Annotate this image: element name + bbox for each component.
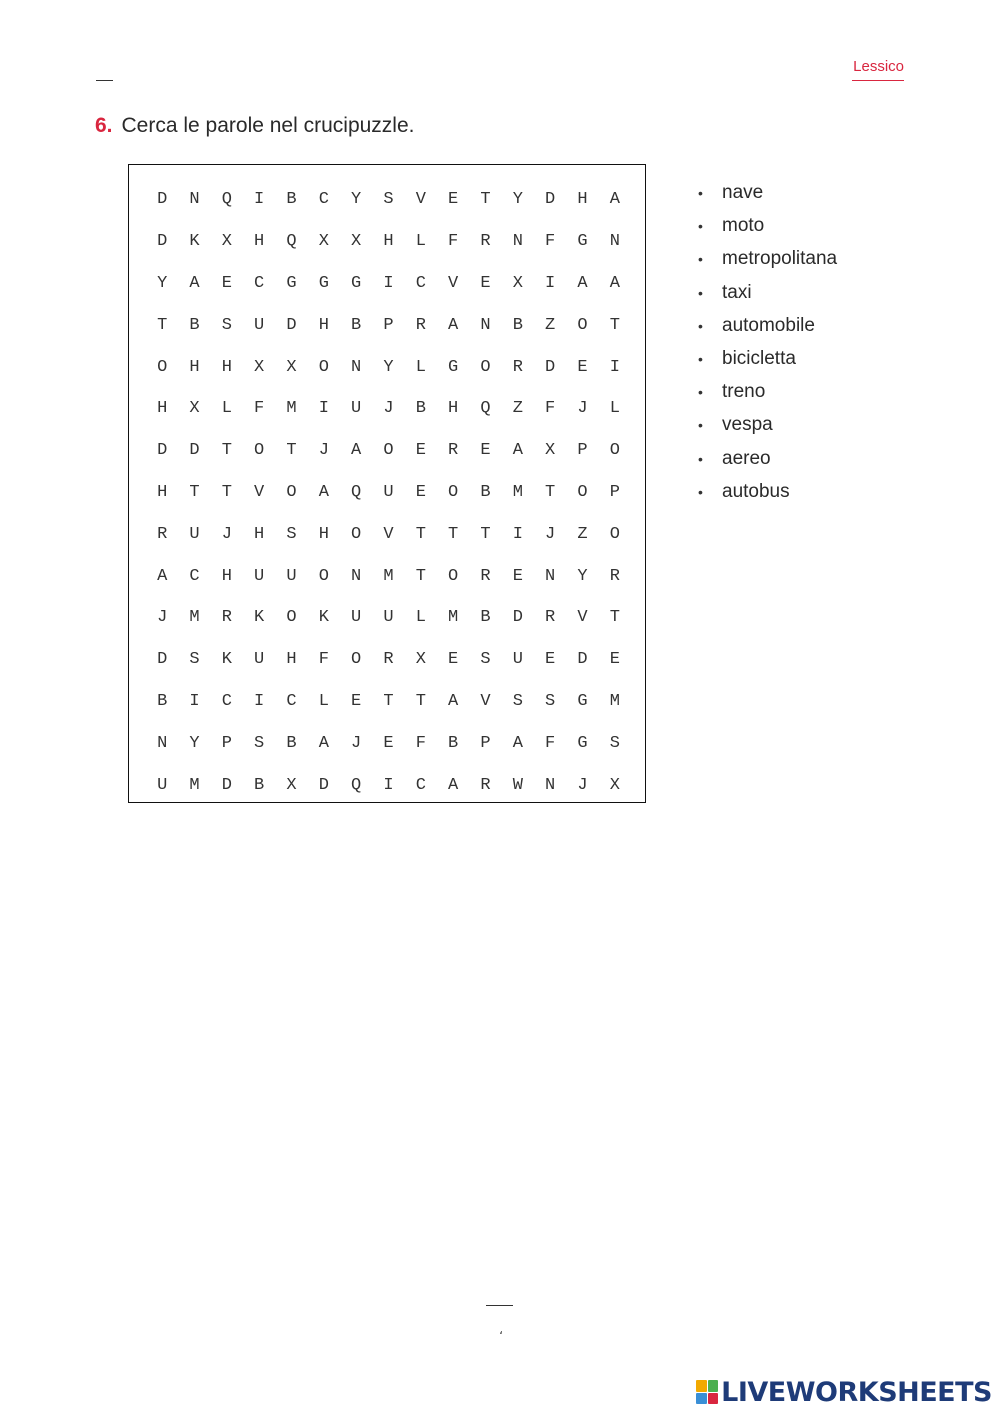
word-list — [698, 178, 837, 510]
grid-cell[interactable]: E — [577, 357, 588, 377]
grid-cell[interactable]: U — [189, 524, 200, 544]
grid-cell[interactable]: J — [318, 441, 329, 461]
grid-cell[interactable]: T — [383, 691, 394, 711]
grid-cell[interactable]: R — [415, 315, 426, 335]
word-label: taxi — [722, 281, 752, 303]
grid-cell[interactable]: L — [318, 691, 329, 711]
grid-cell[interactable]: A — [577, 273, 588, 293]
grid-cell[interactable]: V — [448, 273, 459, 293]
word-list-item — [698, 344, 837, 377]
grid-cell[interactable]: R — [480, 232, 491, 252]
grid-cell[interactable]: Y — [383, 357, 394, 377]
grid-cell[interactable]: T — [480, 524, 491, 544]
grid-cell[interactable]: Q — [221, 190, 232, 210]
grid-cell[interactable]: D — [157, 232, 168, 252]
grid-cell[interactable]: H — [383, 232, 394, 252]
grid-cell[interactable]: N — [609, 232, 620, 252]
grid-cell[interactable]: E — [448, 650, 459, 670]
grid-cell[interactable]: E — [545, 650, 556, 670]
grid-cell[interactable]: O — [448, 482, 459, 502]
brand-name: LIVEWORKSHEETS — [721, 1376, 992, 1408]
grid-cell[interactable]: X — [189, 399, 200, 419]
grid-cell[interactable]: R — [221, 608, 232, 628]
grid-cell[interactable]: O — [609, 441, 620, 461]
grid-cell[interactable]: R — [448, 441, 459, 461]
grid-cell[interactable]: H — [157, 399, 168, 419]
grid-cell[interactable]: S — [480, 650, 491, 670]
grid-cell[interactable]: T — [221, 482, 232, 502]
grid-cell[interactable]: B — [512, 315, 523, 335]
grid-cell[interactable]: I — [254, 190, 265, 210]
grid-cell[interactable]: P — [609, 482, 620, 502]
grid-cell[interactable]: N — [545, 775, 556, 795]
grid-cell[interactable]: N — [351, 357, 362, 377]
word-label: metropolitana — [722, 248, 838, 270]
grid-cell[interactable]: S — [286, 524, 297, 544]
grid-cell[interactable]: A — [609, 273, 620, 293]
grid-cell[interactable]: Y — [351, 190, 362, 210]
letter-grid — [146, 179, 631, 804]
grid-cell[interactable]: Y — [577, 566, 588, 586]
grid-cell[interactable]: W — [512, 775, 523, 795]
grid-cell[interactable]: J — [221, 524, 232, 544]
grid-cell[interactable]: X — [286, 775, 297, 795]
word-label: bicicletta — [722, 347, 796, 369]
grid-cell[interactable]: J — [351, 733, 362, 753]
grid-cell[interactable]: D — [286, 315, 297, 335]
grid-cell[interactable]: I — [189, 691, 200, 711]
grid-cell[interactable]: O — [351, 524, 362, 544]
grid-cell[interactable]: S — [545, 691, 556, 711]
grid-cell[interactable]: T — [480, 190, 491, 210]
grid-cell[interactable]: T — [415, 691, 426, 711]
grid-cell[interactable]: M — [189, 775, 200, 795]
grid-cell[interactable]: H — [254, 232, 265, 252]
grid-cell[interactable]: F — [545, 399, 556, 419]
grid-cell[interactable]: U — [286, 566, 297, 586]
grid-cell[interactable]: D — [512, 608, 523, 628]
grid-cell[interactable]: R — [383, 650, 394, 670]
grid-cell[interactable]: J — [577, 399, 588, 419]
grid-cell[interactable]: E — [480, 273, 491, 293]
grid-cell[interactable]: H — [318, 524, 329, 544]
bullet-icon: • — [698, 284, 703, 301]
word-list-item — [698, 311, 837, 344]
grid-cell[interactable]: U — [351, 399, 362, 419]
bullet-icon: • — [698, 450, 703, 467]
grid-cell[interactable]: G — [577, 691, 588, 711]
grid-cell[interactable]: G — [351, 273, 362, 293]
grid-cell[interactable]: C — [221, 691, 232, 711]
grid-cell[interactable]: C — [415, 273, 426, 293]
bullet-icon: • — [698, 350, 703, 367]
grid-cell[interactable]: H — [577, 190, 588, 210]
grid-cell[interactable]: A — [609, 190, 620, 210]
grid-cell[interactable]: T — [545, 482, 556, 502]
grid-cell[interactable]: B — [286, 190, 297, 210]
exercise-number: 6. — [95, 114, 113, 137]
grid-cell[interactable]: X — [221, 232, 232, 252]
grid-cell[interactable]: M — [383, 566, 394, 586]
bullet-icon: • — [698, 317, 703, 334]
grid-cell[interactable]: X — [286, 357, 297, 377]
grid-cell[interactable]: X — [415, 650, 426, 670]
word-list-item — [698, 178, 837, 211]
grid-cell[interactable]: A — [351, 441, 362, 461]
grid-cell[interactable]: U — [351, 608, 362, 628]
grid-cell[interactable]: O — [318, 566, 329, 586]
grid-cell[interactable]: V — [383, 524, 394, 544]
bullet-icon: • — [698, 417, 703, 434]
grid-cell[interactable]: Z — [512, 399, 523, 419]
grid-cell[interactable]: O — [254, 441, 265, 461]
grid-cell[interactable]: P — [221, 733, 232, 753]
grid-cell[interactable]: U — [254, 566, 265, 586]
grid-cell[interactable]: T — [415, 566, 426, 586]
word-label: autobus — [722, 480, 790, 502]
grid-cell[interactable]: X — [318, 232, 329, 252]
grid-cell[interactable]: E — [221, 273, 232, 293]
grid-cell[interactable]: R — [609, 566, 620, 586]
grid-cell[interactable]: D — [157, 650, 168, 670]
grid-cell[interactable]: M — [448, 608, 459, 628]
grid-cell[interactable]: U — [512, 650, 523, 670]
grid-cell[interactable]: G — [577, 733, 588, 753]
grid-cell[interactable]: Z — [545, 315, 556, 335]
exercise-instruction: Cerca le parole nel crucipuzzle. — [121, 114, 415, 137]
grid-cell[interactable]: S — [512, 691, 523, 711]
grid-cell[interactable]: T — [609, 315, 620, 335]
grid-cell[interactable]: S — [221, 315, 232, 335]
grid-cell[interactable]: O — [577, 315, 588, 335]
grid-cell[interactable]: D — [318, 775, 329, 795]
grid-cell[interactable]: J — [157, 608, 168, 628]
word-list-item — [698, 410, 837, 443]
grid-cell[interactable]: B — [415, 399, 426, 419]
grid-cell[interactable]: P — [480, 733, 491, 753]
grid-cell[interactable]: N — [480, 315, 491, 335]
grid-cell[interactable]: E — [415, 482, 426, 502]
grid-cell[interactable]: I — [609, 357, 620, 377]
grid-cell[interactable]: O — [318, 357, 329, 377]
grid-cell[interactable]: R — [480, 775, 491, 795]
word-label: vespa — [722, 414, 773, 436]
grid-cell[interactable]: N — [351, 566, 362, 586]
grid-cell[interactable]: D — [157, 190, 168, 210]
grid-cell[interactable]: F — [545, 733, 556, 753]
grid-cell[interactable]: O — [383, 441, 394, 461]
word-label: automobile — [722, 314, 815, 336]
grid-cell[interactable]: O — [157, 357, 168, 377]
grid-cell[interactable]: Q — [351, 775, 362, 795]
grid-cell[interactable]: A — [318, 482, 329, 502]
grid-cell[interactable]: T — [415, 524, 426, 544]
grid-cell[interactable]: F — [448, 232, 459, 252]
grid-cell[interactable]: S — [383, 190, 394, 210]
grid-cell[interactable]: N — [157, 733, 168, 753]
grid-cell[interactable]: H — [189, 357, 200, 377]
grid-cell[interactable]: T — [189, 482, 200, 502]
page-footer-mark: ، — [499, 1323, 503, 1337]
grid-cell[interactable]: I — [383, 273, 394, 293]
grid-cell[interactable]: I — [254, 691, 265, 711]
grid-cell[interactable]: F — [415, 733, 426, 753]
grid-cell[interactable]: T — [448, 524, 459, 544]
grid-cell[interactable]: M — [609, 691, 620, 711]
grid-cell[interactable]: B — [480, 608, 491, 628]
grid-cell[interactable]: E — [383, 733, 394, 753]
grid-cell[interactable]: H — [254, 524, 265, 544]
grid-cell[interactable]: K — [221, 650, 232, 670]
word-list-item — [698, 278, 837, 311]
grid-cell[interactable]: X — [609, 775, 620, 795]
grid-cell[interactable]: Q — [480, 399, 491, 419]
grid-cell[interactable]: P — [383, 315, 394, 335]
grid-cell[interactable]: M — [189, 608, 200, 628]
grid-cell[interactable]: K — [189, 232, 200, 252]
grid-cell[interactable]: V — [254, 482, 265, 502]
grid-cell[interactable]: B — [480, 482, 491, 502]
grid-cell[interactable]: V — [577, 608, 588, 628]
grid-cell[interactable]: A — [512, 441, 523, 461]
grid-cell[interactable]: T — [157, 315, 168, 335]
grid-cell[interactable]: I — [512, 524, 523, 544]
grid-cell[interactable]: J — [577, 775, 588, 795]
grid-cell[interactable]: D — [545, 190, 556, 210]
grid-cell[interactable]: H — [448, 399, 459, 419]
grid-cell[interactable]: J — [383, 399, 394, 419]
grid-cell[interactable]: E — [415, 441, 426, 461]
grid-cell[interactable]: D — [545, 357, 556, 377]
grid-cell[interactable]: S — [189, 650, 200, 670]
grid-cell[interactable]: A — [512, 733, 523, 753]
grid-cell[interactable]: V — [480, 691, 491, 711]
grid-cell[interactable]: U — [254, 650, 265, 670]
grid-cell[interactable]: O — [286, 608, 297, 628]
grid-cell[interactable]: N — [189, 190, 200, 210]
word-list-item — [698, 377, 837, 410]
grid-cell[interactable]: B — [448, 733, 459, 753]
grid-cell[interactable]: B — [189, 315, 200, 335]
grid-cell[interactable]: E — [609, 650, 620, 670]
grid-cell[interactable]: O — [351, 650, 362, 670]
section-label: Lessico — [853, 58, 904, 75]
page-footer-rule — [486, 1305, 513, 1306]
grid-cell[interactable]: D — [221, 775, 232, 795]
grid-cell[interactable]: C — [318, 190, 329, 210]
grid-cell[interactable]: X — [545, 441, 556, 461]
grid-cell[interactable]: U — [383, 608, 394, 628]
bullet-icon: • — [698, 185, 703, 201]
grid-cell[interactable]: E — [351, 691, 362, 711]
grid-cell[interactable]: L — [609, 399, 620, 419]
bullet-icon: • — [698, 218, 703, 235]
grid-cell[interactable]: T — [609, 608, 620, 628]
grid-cell[interactable]: G — [577, 232, 588, 252]
section-underline — [852, 80, 904, 81]
word-list-item — [698, 244, 837, 277]
top-left-dash — [96, 80, 113, 81]
word-list-item — [698, 444, 837, 477]
grid-cell[interactable]: H — [286, 650, 297, 670]
grid-cell[interactable]: D — [157, 441, 168, 461]
bullet-icon: • — [698, 251, 703, 268]
liveworksheets-brand[interactable] — [696, 1374, 992, 1410]
grid-cell[interactable]: R — [480, 566, 491, 586]
grid-cell[interactable]: B — [254, 775, 265, 795]
grid-cell[interactable]: G — [286, 273, 297, 293]
grid-cell[interactable]: K — [254, 608, 265, 628]
word-list-item — [698, 477, 837, 510]
grid-cell[interactable]: H — [318, 315, 329, 335]
grid-cell[interactable]: O — [577, 482, 588, 502]
grid-cell[interactable]: I — [383, 775, 394, 795]
grid-cell[interactable]: Q — [286, 232, 297, 252]
grid-cell[interactable]: R — [512, 357, 523, 377]
grid-cell[interactable]: Y — [157, 273, 168, 293]
grid-cell[interactable]: R — [157, 524, 168, 544]
bullet-icon: • — [698, 384, 703, 401]
grid-cell[interactable]: E — [480, 441, 491, 461]
grid-cell[interactable]: D — [577, 650, 588, 670]
word-search-puzzle — [128, 164, 646, 803]
grid-cell[interactable]: Y — [512, 190, 523, 210]
grid-cell[interactable]: Y — [189, 733, 200, 753]
grid-cell[interactable]: T — [221, 441, 232, 461]
grid-cell[interactable]: R — [545, 608, 556, 628]
grid-cell[interactable]: T — [286, 441, 297, 461]
word-label: aereo — [722, 447, 771, 469]
grid-cell[interactable]: P — [577, 441, 588, 461]
grid-cell[interactable]: G — [318, 273, 329, 293]
grid-cell[interactable]: A — [448, 775, 459, 795]
grid-cell[interactable]: I — [318, 399, 329, 419]
grid-cell[interactable]: B — [157, 691, 168, 711]
bullet-icon: • — [698, 483, 703, 500]
grid-cell[interactable]: X — [512, 273, 523, 293]
grid-cell[interactable]: Z — [577, 524, 588, 544]
grid-cell[interactable]: A — [448, 315, 459, 335]
grid-cell[interactable]: K — [318, 608, 329, 628]
grid-cell[interactable]: U — [383, 482, 394, 502]
grid-cell[interactable]: U — [157, 775, 168, 795]
grid-cell[interactable]: S — [609, 733, 620, 753]
grid-cell[interactable]: F — [318, 650, 329, 670]
grid-cell[interactable]: H — [221, 566, 232, 586]
word-label: moto — [722, 215, 765, 237]
grid-cell[interactable]: Q — [351, 482, 362, 502]
grid-cell[interactable]: C — [189, 566, 200, 586]
grid-cell[interactable]: A — [157, 566, 168, 586]
grid-cell[interactable]: L — [415, 232, 426, 252]
grid-cell[interactable]: F — [254, 399, 265, 419]
grid-cell[interactable]: A — [448, 691, 459, 711]
grid-cell[interactable]: B — [351, 315, 362, 335]
grid-cell[interactable]: H — [157, 482, 168, 502]
grid-cell[interactable]: O — [609, 524, 620, 544]
grid-cell[interactable]: E — [448, 190, 459, 210]
grid-cell[interactable]: G — [448, 357, 459, 377]
grid-cell[interactable]: C — [415, 775, 426, 795]
grid-cell[interactable]: S — [254, 733, 265, 753]
grid-cell[interactable]: O — [286, 482, 297, 502]
grid-cell[interactable]: X — [254, 357, 265, 377]
grid-cell[interactable]: U — [254, 315, 265, 335]
exercise-heading — [95, 114, 415, 138]
grid-cell[interactable]: N — [512, 232, 523, 252]
grid-cell[interactable]: C — [254, 273, 265, 293]
grid-cell[interactable]: D — [189, 441, 200, 461]
grid-cell[interactable]: I — [545, 273, 556, 293]
grid-cell[interactable]: H — [221, 357, 232, 377]
grid-cell[interactable]: O — [448, 566, 459, 586]
grid-cell[interactable]: C — [286, 691, 297, 711]
grid-cell[interactable]: F — [545, 232, 556, 252]
word-list-item — [698, 211, 837, 244]
grid-cell[interactable]: O — [480, 357, 491, 377]
word-label: nave — [722, 182, 764, 203]
grid-cell[interactable]: L — [221, 399, 232, 419]
grid-cell[interactable]: L — [415, 357, 426, 377]
grid-cell[interactable]: E — [512, 566, 523, 586]
grid-cell[interactable]: N — [545, 566, 556, 586]
grid-cell[interactable]: A — [189, 273, 200, 293]
grid-cell[interactable]: L — [415, 608, 426, 628]
grid-cell[interactable]: M — [286, 399, 297, 419]
grid-cell[interactable]: V — [415, 190, 426, 210]
liveworksheets-logo-icon — [696, 1380, 718, 1404]
grid-cell[interactable]: X — [351, 232, 362, 252]
grid-cell[interactable]: M — [512, 482, 523, 502]
grid-cell[interactable]: B — [286, 733, 297, 753]
word-label: treno — [722, 381, 766, 403]
grid-cell[interactable]: J — [545, 524, 556, 544]
grid-cell[interactable]: A — [318, 733, 329, 753]
